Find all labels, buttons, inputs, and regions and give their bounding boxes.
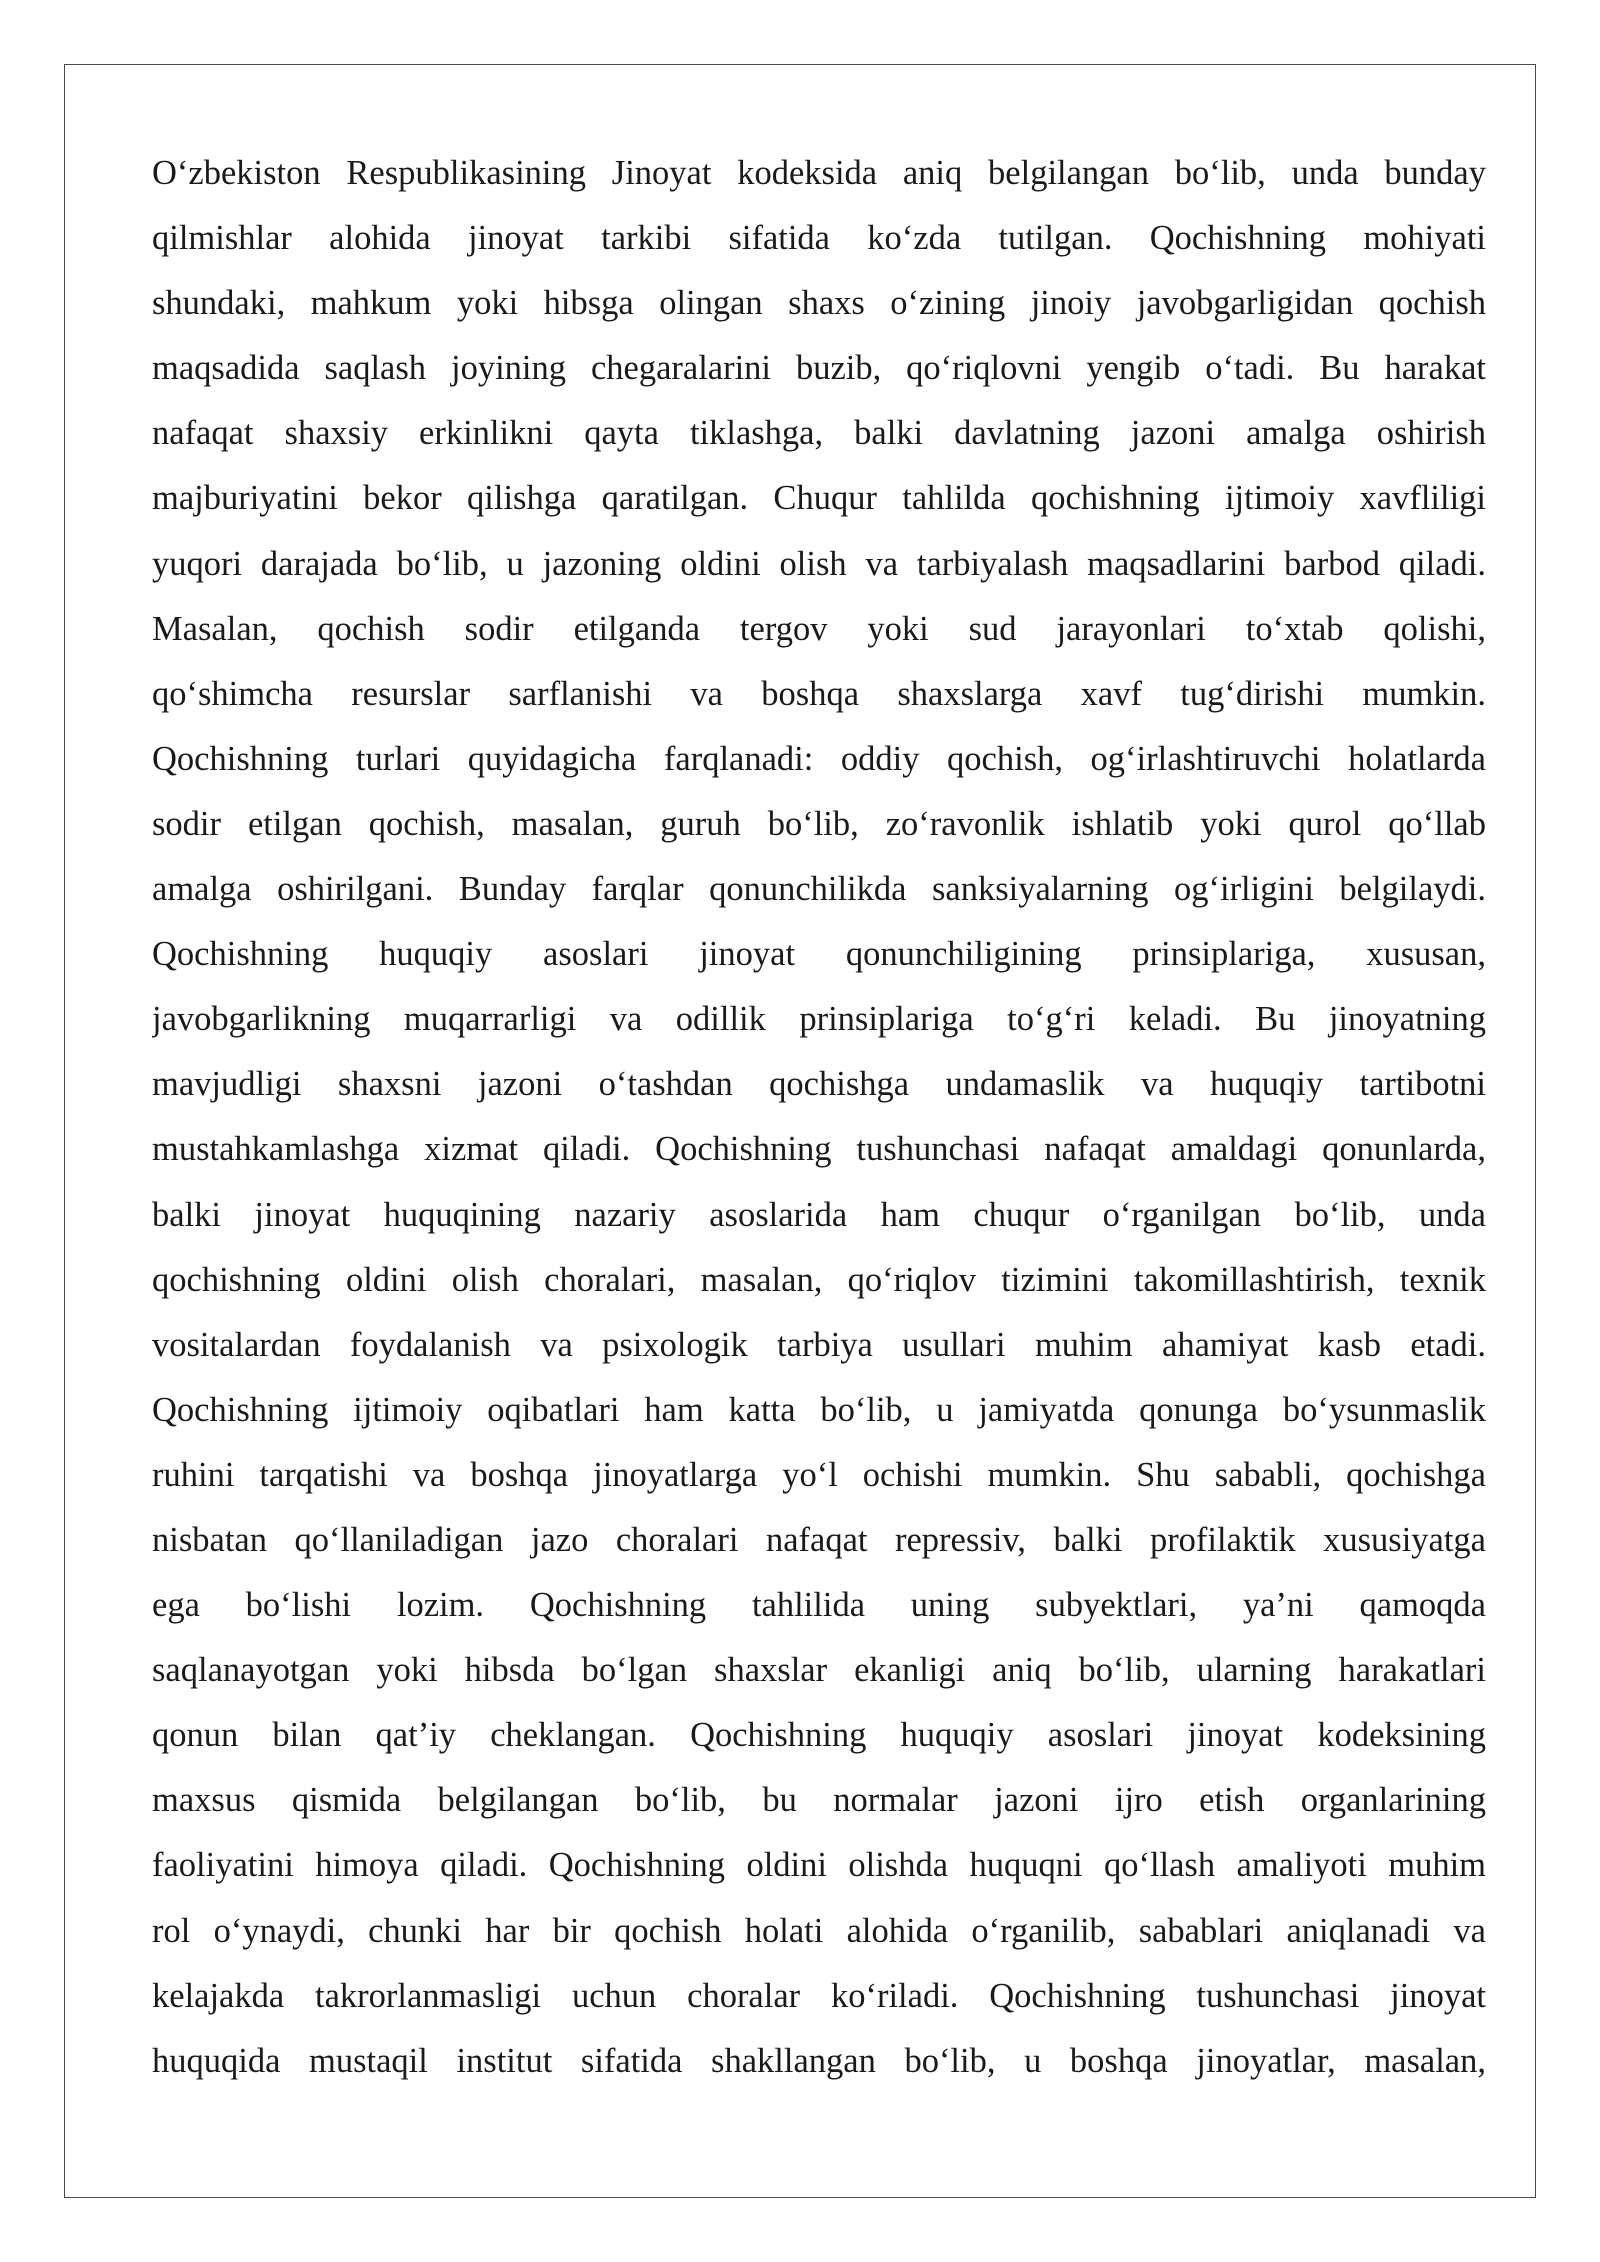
- text-line: balki jinoyat huquqining nazariy asoslarida ham chuqur oʻrganilgan boʻlib, unda: [152, 1195, 1486, 1234]
- text-line: vositalardan foydalanish va psixologik tarbiya usullari muhim ahamiyat kasb etadi.: [152, 1325, 1486, 1364]
- text-line: maxsus qismida belgilangan boʻlib, bu normalar jazoni ijro etish organlarining: [152, 1781, 1486, 1820]
- body-text: [152, 141, 1486, 2094]
- text-line: sodir etilgan qochish, masalan, guruh boʻlib, zoʻravonlik ishlatib yoki qurol qoʻllab: [152, 804, 1486, 843]
- text-line: Oʻzbekiston Respublikasining Jinoyat kodeksida aniq belgilangan boʻlib, unda bunday: [152, 154, 1486, 192]
- text-line: saqlanayotgan yoki hibsda boʻlgan shaxslar ekanligi aniq boʻlib, ularning harakatlari: [152, 1651, 1486, 1690]
- text-line: qoʻshimcha resurslar sarflanishi va boshqa shaxslarga xavf tugʻdirishi mumkin.: [152, 674, 1486, 713]
- text-line: mavjudligi shaxsni jazoni oʻtashdan qochishga undamaslik va huquqiy tartibotni: [152, 1065, 1486, 1104]
- text-line: maqsadida saqlash joyining chegaralarini buzib, qoʻriqlovni yengib oʻtadi. Bu harakat: [152, 349, 1486, 388]
- text-line: ega boʻlishi lozim. Qochishning tahlilida uning subyektlari, ya’ni qamoqda: [152, 1586, 1486, 1625]
- text-line: faoliyatini himoya qiladi. Qochishning oldini olishda huquqni qoʻllash amaliyoti muhim: [152, 1846, 1486, 1885]
- text-line: javobgarlikning muqarrarligi va odillik prinsiplariga toʻgʻri keladi. Bu jinoyatning: [152, 1000, 1486, 1039]
- text-line: amalga oshirilgani. Bunday farqlar qonunchilikda sanksiyalarning ogʻirligini belgilaydi.: [152, 870, 1486, 909]
- text-line: shundaki, mahkum yoki hibsga olingan shaxs oʻzining jinoiy javobgarligidan qochish: [152, 284, 1486, 323]
- text-line: mustahkamlashga xizmat qiladi. Qochishning tushunchasi nafaqat amaldagi qonunlarda,: [152, 1130, 1486, 1169]
- text-line: Qochishning turlari quyidagicha farqlanadi: oddiy qochish, ogʻirlashtiruvchi holatlarda: [152, 739, 1486, 778]
- text-line: rol oʻynaydi, chunki har bir qochish holati alohida oʻrganilib, sabablari aniqlanadi va: [152, 1911, 1486, 1950]
- text-line: nisbatan qoʻllaniladigan jazo choralari nafaqat repressiv, balki profilaktik xususiyatga: [152, 1520, 1486, 1559]
- text-line: Qochishning huquqiy asoslari jinoyat qonunchiligining prinsiplariga, xususan,: [152, 935, 1486, 974]
- text-line: qochishning oldini olish choralari, masalan, qoʻriqlov tizimini takomillashtirish, texnik: [152, 1260, 1486, 1299]
- text-line: Qochishning ijtimoiy oqibatlari ham katta boʻlib, u jamiyatda qonunga boʻysunmaslik: [152, 1390, 1486, 1429]
- text-line: kelajakda takrorlanmasligi uchun choralar koʻriladi. Qochishning tushunchasi jinoyat: [152, 1976, 1486, 2015]
- text-line: qonun bilan qat’iy cheklangan. Qochishning huquqiy asoslari jinoyat kodeksining: [152, 1716, 1486, 1755]
- text-line: yuqori darajada boʻlib, u jazoning oldini olish va tarbiyalash maqsadlarini barbod qiladi.: [152, 544, 1486, 583]
- text-line: majburiyatini bekor qilishga qaratilgan. Chuqur tahlilda qochishning ijtimoiy xavfliligi: [152, 479, 1486, 518]
- text-line: huquqida mustaqil institut sifatida shakllangan boʻlib, u boshqa jinoyatlar, masalan,: [152, 2041, 1486, 2080]
- text-line: ruhini tarqatishi va boshqa jinoyatlarga yoʻl ochishi mumkin. Shu sababli, qochishga: [152, 1455, 1486, 1494]
- text-line: nafaqat shaxsiy erkinlikni qayta tiklashga, balki davlatning jazoni amalga oshirish: [152, 414, 1486, 453]
- text-line: qilmishlar alohida jinoyat tarkibi sifatida koʻzda tutilgan. Qochishning mohiyati: [152, 219, 1486, 258]
- text-line: Masalan, qochish sodir etilganda tergov yoki sud jarayonlari toʻxtab qolishi,: [152, 609, 1486, 648]
